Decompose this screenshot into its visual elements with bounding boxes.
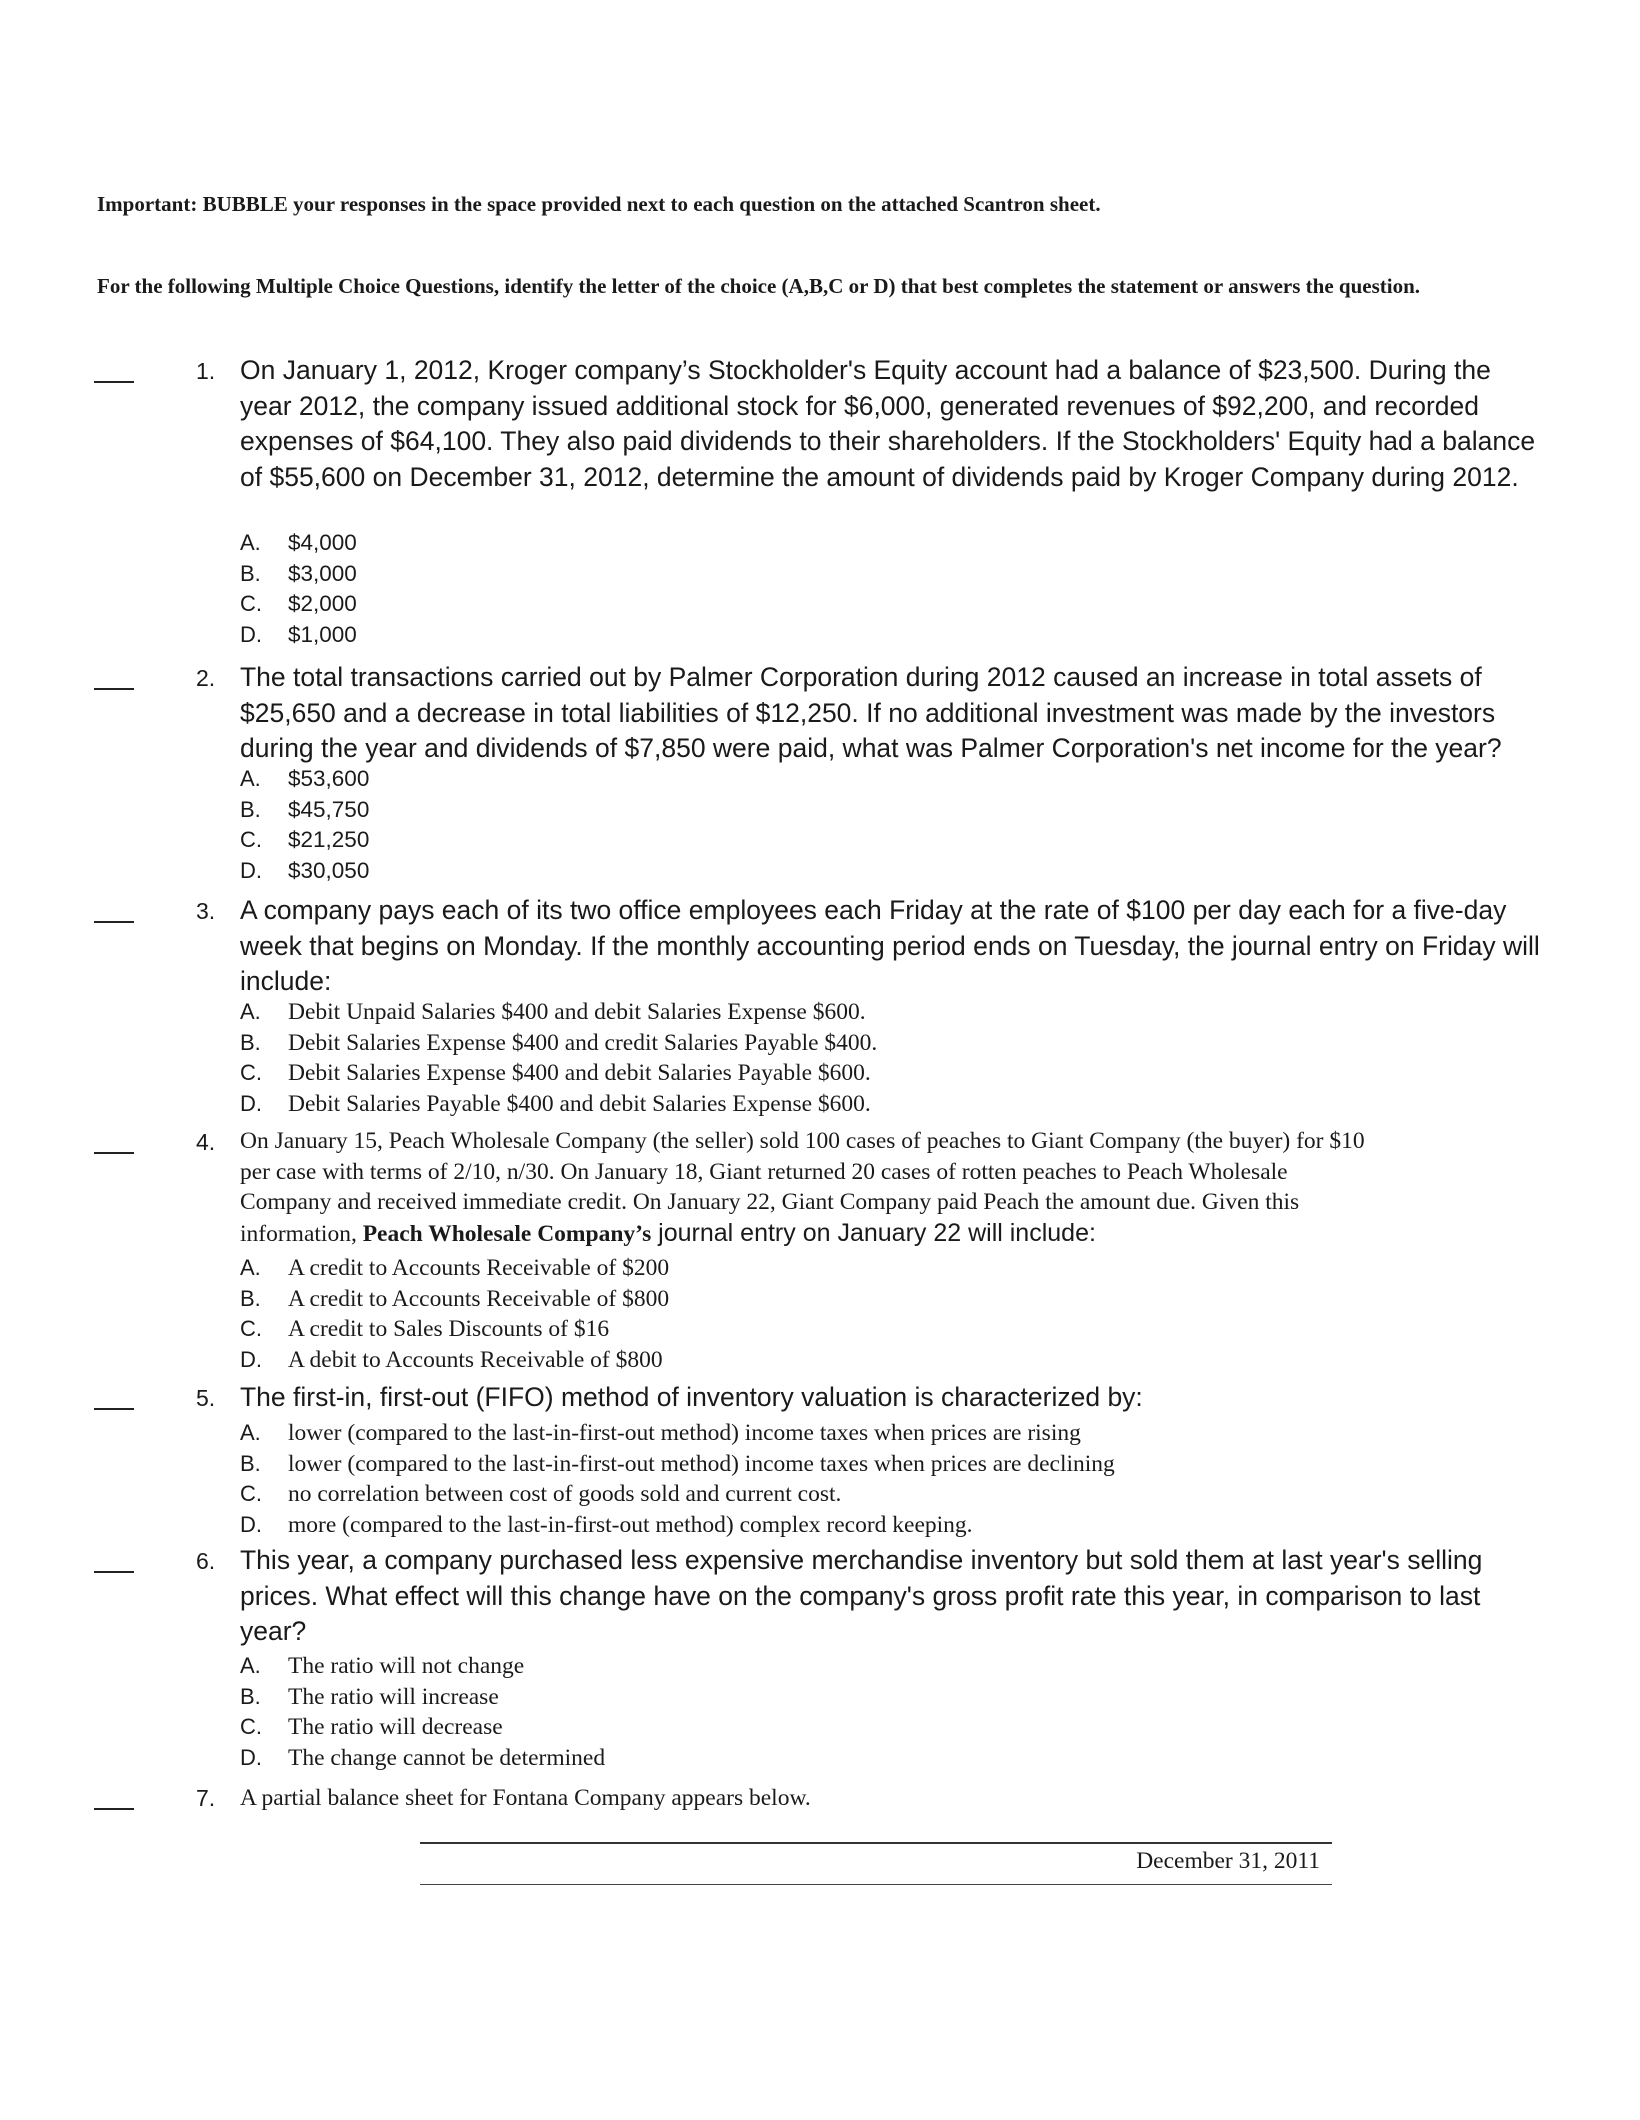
option-text: $2,000 [288, 591, 357, 616]
option-text: $45,750 [288, 796, 370, 822]
option-letter: C. [240, 1316, 262, 1341]
table-header-rule [420, 1884, 1332, 1885]
important-instruction: Important: BUBBLE your responses in the space provided next to each question on the attached Scantron sheet. [97, 192, 1101, 216]
question-stem: The first-in, first-out (FIFO) method of inventory valuation is characterized by: [240, 1382, 1143, 1412]
option-letter: B. [240, 1285, 261, 1311]
stem-line: Company and received immediate credit. On January 22, Giant Company paid Peach the amount due. Given this [240, 1189, 1300, 1215]
option-letter: A. [240, 1653, 261, 1678]
stem-line [240, 1218, 1540, 1250]
option-text: $30,050 [288, 857, 370, 883]
answer-blank[interactable] [94, 1571, 134, 1573]
question-number: 3. [196, 898, 216, 924]
option-letter: C. [240, 1060, 262, 1085]
option-text: $3,000 [288, 560, 357, 586]
option-letter: B. [240, 1029, 261, 1055]
option-letter: D. [240, 621, 262, 647]
option-letter: B. [240, 1683, 261, 1709]
stem-text: information, [240, 1220, 363, 1247]
option-letter: C. [240, 1481, 262, 1506]
question-stem: On January 1, 2012, Kroger company’s Stockholder's Equity account had a balance of $23,500. During the year 2012, the company issued additional stock for $6,000, generated revenues of $92,200, and recorded expenses of $64,100. They also paid dividends to their shareholders. If the Stockholders' Equity had a balance of $55,600 on December 31, 2012, determine the amount of dividends paid by Kroger Company during 2012. [240, 355, 1536, 492]
answer-blank[interactable] [94, 688, 134, 690]
option-letter: D. [240, 857, 262, 883]
answer-blank[interactable] [94, 1808, 134, 1810]
column-header-date: December 31, 2011 [1136, 1848, 1320, 1874]
question-number: 4. [196, 1129, 216, 1155]
answer-blank[interactable] [94, 1408, 134, 1410]
question-stem: This year, a company purchased less expensive merchandise inventory but sold them at last year's selling prices. What effect will this change have on the company's gross profit rate this year, in comparison to last year? [240, 1545, 1483, 1647]
option-letter: D. [240, 1346, 262, 1372]
option-letter: B. [240, 796, 261, 822]
option-text: A credit to Accounts Receivable of $800 [288, 1285, 670, 1312]
option-text: Debit Unpaid Salaries $400 and debit Salaries Expense $600. [288, 999, 866, 1025]
question-number: 2. [196, 665, 216, 691]
answer-blank[interactable] [94, 381, 134, 383]
option-text: A debit to Accounts Receivable of $800 [288, 1346, 663, 1373]
option-letter: B. [240, 560, 261, 586]
question-stem: The total transactions carried out by Palmer Corporation during 2012 caused an increase in total assets of $25,650 and a decrease in total liabilities of $12,250. If no additional investment was made by the investors during the year and dividends of $7,850 were paid, what was Palmer Corporation's net income for the year? [240, 662, 1502, 764]
option-text: The change cannot be determined [288, 1744, 606, 1771]
question-number: 6. [196, 1548, 216, 1574]
option-letter: D. [240, 1090, 262, 1116]
option-letter: C. [240, 827, 262, 852]
option-text: Debit Salaries Expense $400 and credit Salaries Payable $400. [288, 1029, 878, 1056]
option-text: lower (compared to the last-in-first-out method) income taxes when prices are declining [288, 1450, 1115, 1477]
table-top-rule [420, 1842, 1332, 1844]
option-text: A credit to Accounts Receivable of $200 [288, 1255, 670, 1281]
option-text: Debit Salaries Payable $400 and debit Salaries Expense $600. [288, 1090, 871, 1117]
option-text: A credit to Sales Discounts of $16 [288, 1316, 610, 1342]
option-text: lower (compared to the last-in-first-out method) income taxes when prices are rising [288, 1420, 1081, 1446]
emphasized-company-name: Peach Wholesale Company’s [362, 1220, 652, 1247]
question-number: 5. [196, 1385, 216, 1411]
option-text: $4,000 [288, 530, 357, 555]
question-number: 7. [196, 1785, 216, 1811]
option-text: The ratio will increase [288, 1683, 499, 1710]
option-letter: A. [240, 530, 261, 555]
option-letter: A. [240, 1420, 261, 1445]
option-letter: C. [240, 1714, 262, 1739]
option-text: more (compared to the last-in-first-out method) complex record keeping. [288, 1511, 973, 1538]
option-letter: A. [240, 999, 261, 1024]
option-letter: A. [240, 1255, 261, 1280]
option-letter: D. [240, 1744, 262, 1770]
answer-blank[interactable] [94, 921, 134, 923]
option-text: $53,600 [288, 766, 370, 791]
question-stem [240, 1126, 1540, 1249]
option-letter: C. [240, 591, 262, 616]
option-text: no correlation between cost of goods sold and current cost. [288, 1481, 842, 1507]
answer-blank[interactable] [94, 1152, 134, 1154]
question-number: 1. [196, 358, 216, 384]
option-text: $21,250 [288, 827, 370, 852]
stem-line: per case with terms of 2/10, n/30. On January 18, Giant returned 20 cases of rotten peaches to Peach Wholesale [240, 1158, 1288, 1185]
directions-text: For the following Multiple Choice Questions, identify the letter of the choice (A,B,C or D) that best completes the statement or answers the question. [97, 274, 1421, 298]
stem-line: On January 15, Peach Wholesale Company (the seller) sold 100 cases of peaches to Giant Company (the buyer) for $10 [240, 1128, 1365, 1154]
question-stem: A company pays each of its two office employees each Friday at the rate of $100 per day each for a five-day week that begins on Monday. If the monthly accounting period ends on Tuesday, the journal entry on Friday will include: [240, 895, 1540, 997]
option-text: Debit Salaries Expense $400 and debit Salaries Payable $600. [288, 1060, 871, 1086]
option-text: $1,000 [288, 621, 357, 647]
option-text: The ratio will decrease [288, 1714, 503, 1740]
option-letter: B. [240, 1450, 261, 1476]
option-letter: A. [240, 766, 261, 791]
question-stem: A partial balance sheet for Fontana Company appears below. [240, 1785, 811, 1811]
option-letter: D. [240, 1511, 262, 1537]
stem-text: journal entry on January 22 will include: [651, 1218, 1096, 1247]
option-text: The ratio will not change [288, 1653, 525, 1679]
